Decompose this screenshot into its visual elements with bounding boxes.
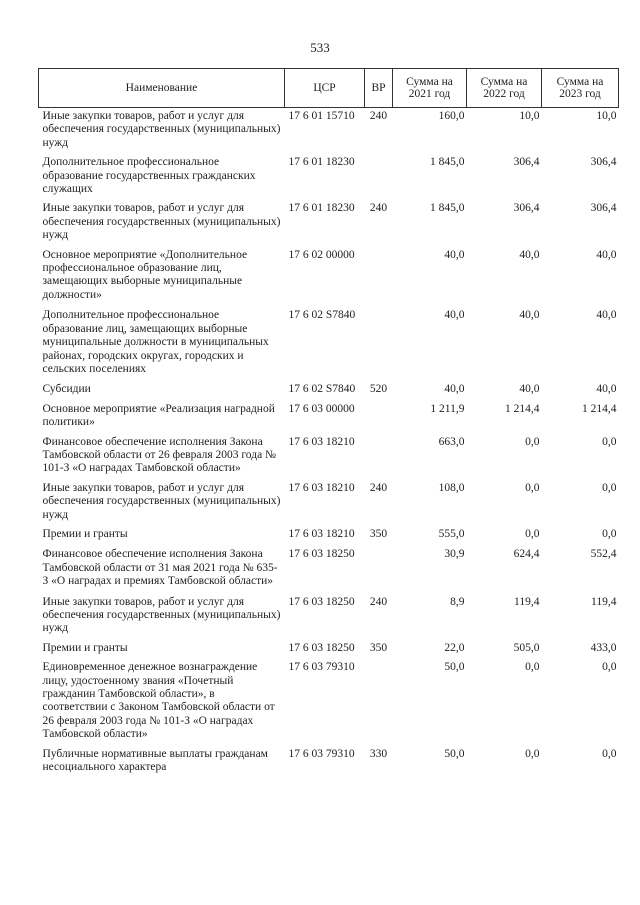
table-header xyxy=(39,69,619,108)
row-sum-2021-cell: 663,0 xyxy=(438,435,465,448)
row-sum-2022-cell: 40,0 xyxy=(519,309,540,322)
row-vr-cell: 240 xyxy=(369,481,388,494)
row-sum-2021-cell: 30,9 xyxy=(444,548,465,561)
row-name-cell: Дополнительное профессиональное образование лиц, замещающих выборные муниципальные должности в муниципальных районах, городских округах, городских и сельских поселениях xyxy=(42,309,269,375)
row-sum-2022-cell: 306,4 xyxy=(513,156,540,169)
row-sum-2023-cell: 0,0 xyxy=(602,527,617,540)
table-row xyxy=(39,589,619,636)
row-sum-2022-cell: 0,0 xyxy=(525,435,540,448)
row-csr-cell: 17 6 03 18250 xyxy=(288,548,355,561)
row-sum-2023-cell: 0,0 xyxy=(602,661,617,674)
row-name-cell: Субсидии xyxy=(42,383,91,396)
table-row xyxy=(39,150,619,196)
row-name-cell: Премии и гранты xyxy=(42,641,128,654)
row-vr-cell xyxy=(365,541,393,588)
row-csr-cell: 17 6 02 00000 xyxy=(288,248,355,261)
header-csr: ЦСР xyxy=(285,69,365,108)
header-sum-2022: Сумма на 2022 год xyxy=(467,69,542,108)
row-sum-2023-cell: 306,4 xyxy=(590,156,617,169)
row-sum-2023-cell: 433,0 xyxy=(590,641,617,654)
row-csr-cell: 17 6 03 18210 xyxy=(288,481,355,494)
row-csr-cell: 17 6 03 79310 xyxy=(288,747,355,760)
table-row xyxy=(39,742,619,775)
row-sum-2022-cell: 0,0 xyxy=(525,747,540,760)
table-row xyxy=(39,655,619,741)
table-row xyxy=(39,541,619,588)
header-vr: ВР xyxy=(365,69,393,108)
header-name: Наименование xyxy=(39,69,285,108)
row-name-cell: Публичные нормативные выплаты гражданам несоциального характера xyxy=(42,747,268,774)
table-row xyxy=(39,196,619,242)
row-sum-2023-cell: 0,0 xyxy=(602,435,617,448)
row-sum-2022-cell: 1 214,4 xyxy=(505,402,540,415)
row-vr-cell: 350 xyxy=(369,527,388,540)
header-row xyxy=(39,69,619,108)
row-sum-2021-cell: 160,0 xyxy=(438,110,465,122)
row-sum-2023-cell: 40,0 xyxy=(596,383,617,396)
row-name-cell: Иные закупки товаров, работ и услуг для обеспечения государственных (муниципальных) нужд xyxy=(42,202,281,242)
row-sum-2022-cell: 40,0 xyxy=(519,248,540,261)
table-row xyxy=(39,430,619,476)
row-sum-2022-cell: 505,0 xyxy=(513,641,540,654)
row-name-cell: Финансовое обеспечение исполнения Закона Тамбовской области от 31 мая 2021 года № 635-З «О наградах и премиях Тамбовской области» xyxy=(42,548,278,588)
row-name-cell: Единовременное денежное вознаграждение лицу, удостоенному звания «Почетный гражданин Тамбовской области», в соответствии с Законом Тамбовской области от 26 февраля 2003 года № 101-З «О наградах Тамбовской области» xyxy=(42,661,275,741)
row-sum-2021-cell: 1 845,0 xyxy=(430,202,465,215)
row-csr-cell: 17 6 02 S7840 xyxy=(288,309,356,322)
row-vr-cell: 240 xyxy=(369,110,388,122)
row-name-cell: Финансовое обеспечение исполнения Закона Тамбовской области от 26 февраля 2003 года № 101-З «О наградах Тамбовской области» xyxy=(42,435,277,475)
table-row xyxy=(39,397,619,430)
row-sum-2021-cell: 50,0 xyxy=(444,661,465,674)
row-sum-2021-cell: 40,0 xyxy=(444,309,465,322)
row-sum-2023-cell: 306,4 xyxy=(590,202,617,215)
row-sum-2023-cell: 10,0 xyxy=(596,110,617,122)
row-sum-2022-cell: 0,0 xyxy=(525,481,540,494)
table-row xyxy=(39,243,619,303)
row-sum-2022-cell: 40,0 xyxy=(519,383,540,396)
row-sum-2023-cell: 40,0 xyxy=(596,248,617,261)
row-vr-cell: 240 xyxy=(369,595,388,608)
table-row xyxy=(39,522,619,541)
row-csr-cell: 17 6 03 18210 xyxy=(288,435,355,448)
row-sum-2023-cell: 552,4 xyxy=(590,548,617,561)
row-vr-cell: 330 xyxy=(369,747,388,760)
row-name-cell: Иные закупки товаров, работ и услуг для обеспечения государственных (муниципальных) нужд xyxy=(42,595,281,635)
row-vr-cell: 240 xyxy=(369,202,388,215)
table-body xyxy=(39,108,619,775)
row-csr-cell: 17 6 01 15710 xyxy=(288,110,355,122)
budget-table xyxy=(38,68,619,774)
table-row xyxy=(39,108,619,151)
row-sum-2021-cell: 1 845,0 xyxy=(430,156,465,169)
row-csr-cell: 17 6 03 00000 xyxy=(288,402,355,415)
row-sum-2021-cell: 40,0 xyxy=(444,383,465,396)
row-csr-cell: 17 6 02 S7840 xyxy=(288,383,356,396)
row-sum-2022-cell: 624,4 xyxy=(513,548,540,561)
table-row xyxy=(39,302,619,376)
row-sum-2022-cell: 306,4 xyxy=(513,202,540,215)
row-sum-2021-cell: 555,0 xyxy=(438,527,465,540)
row-name-cell: Премии и гранты xyxy=(42,527,128,540)
header-sum-2021: Сумма на 2021 год xyxy=(393,69,467,108)
row-csr-cell: 17 6 01 18230 xyxy=(288,202,355,215)
table-row xyxy=(39,376,619,396)
row-sum-2022-cell: 10,0 xyxy=(519,110,540,122)
row-name-cell: Основное мероприятие «Реализация наградной политики» xyxy=(42,402,275,429)
row-csr-cell: 17 6 03 18250 xyxy=(288,595,355,608)
row-name-cell: Иные закупки товаров, работ и услуг для обеспечения государственных (муниципальных) нужд xyxy=(42,110,281,149)
row-name-cell: Иные закупки товаров, работ и услуг для обеспечения государственных (муниципальных) нужд xyxy=(42,481,281,521)
row-sum-2023-cell: 40,0 xyxy=(596,309,617,322)
row-sum-2021-cell: 50,0 xyxy=(444,747,465,760)
row-sum-2021-cell: 1 211,9 xyxy=(430,402,465,415)
row-sum-2021-cell: 108,0 xyxy=(438,481,465,494)
row-sum-2021-cell: 40,0 xyxy=(444,248,465,261)
page-number: 533 xyxy=(310,40,330,55)
row-sum-2023-cell: 1 214,4 xyxy=(582,402,617,415)
row-vr-cell xyxy=(365,397,393,430)
table-row xyxy=(39,476,619,522)
row-csr-cell: 17 6 03 18250 xyxy=(288,641,355,654)
row-name-cell: Дополнительное профессиональное образование государственных гражданских служащих xyxy=(42,156,256,196)
row-sum-2023-cell: 0,0 xyxy=(602,481,617,494)
row-sum-2022-cell: 0,0 xyxy=(525,661,540,674)
row-vr-cell: 520 xyxy=(369,383,388,396)
row-csr-cell: 17 6 01 18230 xyxy=(288,156,355,169)
row-vr-cell xyxy=(365,302,393,376)
row-vr-cell xyxy=(365,430,393,476)
row-name-cell: Основное мероприятие «Дополнительное профессиональное образование лиц, замещающих выборные муниципальные должности» xyxy=(42,248,248,301)
budget-table-container xyxy=(38,68,618,774)
row-sum-2023-cell: 0,0 xyxy=(602,747,617,760)
row-vr-cell xyxy=(365,150,393,196)
header-sum-2023: Сумма на 2023 год xyxy=(542,69,619,108)
row-vr-cell: 350 xyxy=(369,641,388,654)
row-csr-cell: 17 6 03 79310 xyxy=(288,661,355,674)
row-csr-cell: 17 6 03 18210 xyxy=(288,527,355,540)
row-sum-2021-cell: 22,0 xyxy=(444,641,465,654)
row-sum-2023-cell: 119,4 xyxy=(591,595,617,608)
row-sum-2021-cell: 8,9 xyxy=(450,595,465,608)
row-sum-2022-cell: 119,4 xyxy=(514,595,540,608)
row-sum-2022-cell: 0,0 xyxy=(525,527,540,540)
row-vr-cell xyxy=(365,243,393,303)
row-vr-cell xyxy=(365,655,393,741)
table-row xyxy=(39,636,619,655)
